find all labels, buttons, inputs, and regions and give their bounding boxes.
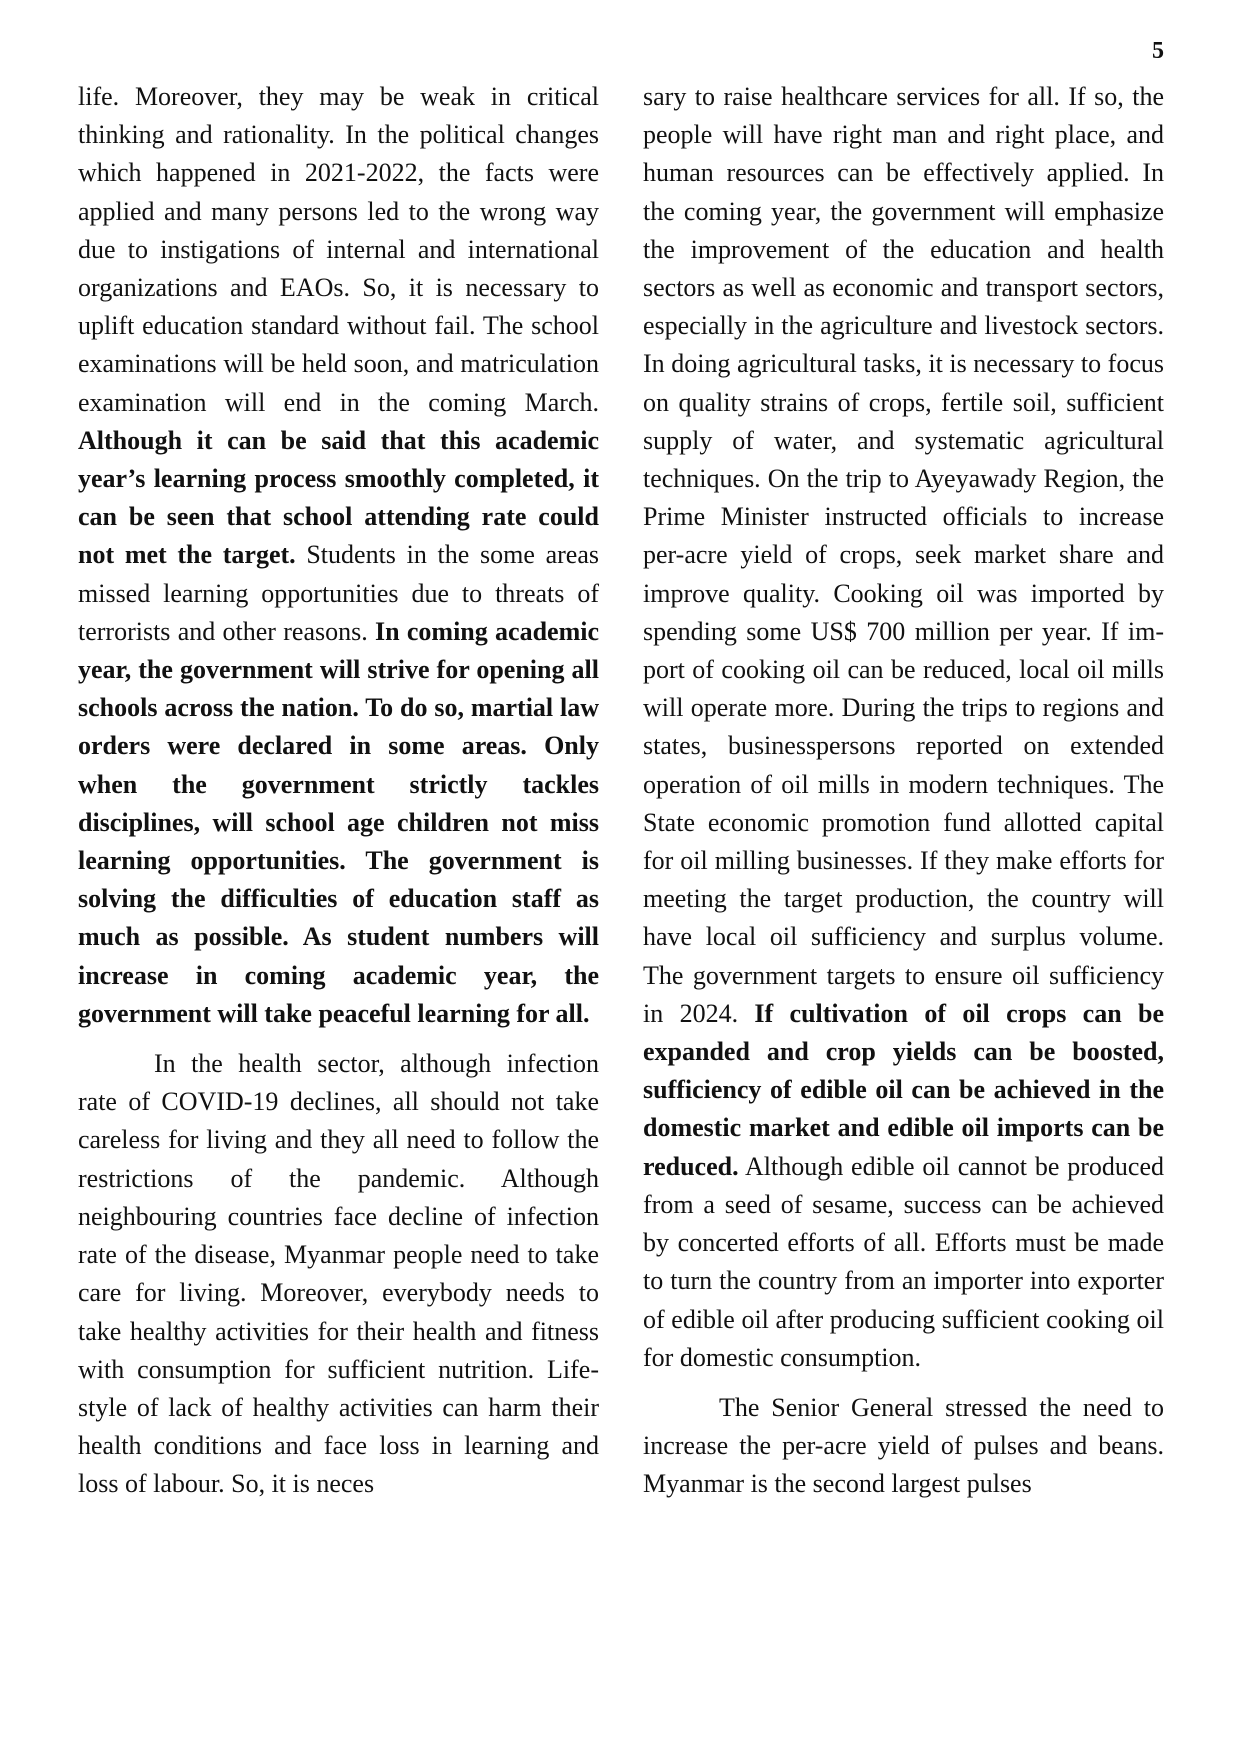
edible-oil-bold-statement: If cultivation of oil crops can be expanded and crop yields can be boosted, sufficiency of edible oil can be achieved in the domestic market and edible oil imports can be reduced. bbox=[643, 998, 1164, 1181]
right-column bbox=[643, 78, 1164, 1504]
education-paragraph bbox=[78, 78, 599, 1033]
education-text-continued: Students in the some areas missed learning opportunities due to threats of terrorists and other reasons. bbox=[78, 540, 599, 646]
pulses-paragraph: The Senior General stressed the need to increase the per-acre yield of pulses and beans. Myanmar is the second largest pulses bbox=[643, 1392, 1164, 1499]
agriculture-paragraph bbox=[643, 78, 1164, 1377]
education-bold-statement: Although it can be said that this academic year’s learning process smoothly completed, it can be seen that school attending rate could not met the target. bbox=[78, 425, 599, 570]
agriculture-text: sary to raise healthcare services for all. If so, the people will have right man and right place, and human resources can be effectively applied. In the coming year, the government will emphasize the improvement of the education and health sectors as well as economic and transport sectors, especially in the agriculture and livestock sectors. In doing agricultural tasks, it is necessary to focus on quality strains of crops, fertile soil, sufficient supply of water, and systematic agricultural techniques. On the trip to Ayeyawady Region, the Prime Minister instructed officials to increase per-acre yield of crops, seek market share and improve quality. Cooking oil was imported by spending some US$ 700 million per year. If import of cooking oil can be reduced, local oil mills will operate more. During the trips to regions and states, businesspersons reported on extended operation of oil mills in modern techniques. The State economic promotion fund allotted capital for oil milling businesses. If they make efforts for meeting the target production, the country will have local oil sufficiency and surplus volume. The government targets to ensure oil sufficiency in 2024. bbox=[643, 82, 1164, 1028]
education-text: life. Moreover, they may be weak in critical thinking and rationality. In the political changes which happened in 2021-2022, the facts were applied and many persons led to the wrong way due to instigations of internal and international organizations and EAOs. So, it is necessary to uplift education standard without fail. The school examinations will be held soon, and matriculation examination will end in the coming March. bbox=[78, 82, 599, 417]
left-column bbox=[78, 78, 599, 1504]
page-number: 5 bbox=[1152, 38, 1164, 64]
agriculture-text-continued: Although edible oil cannot be produced from a seed of sesame, success can be achieved by concerted efforts of all. Efforts must be made to turn the country from an importer into exporter of edible oil after producing sufficient cooking oil for domestic consumption. bbox=[643, 1151, 1164, 1372]
health-paragraph: In the health sector, although infection rate of COVID-19 declines, all should not take careless for living and they all need to follow the restrictions of the pandemic. Although neighbouring countries face decline of infection rate of the disease, Myanmar people need to take care for living. Moreover, everybody needs to take healthy activities for their health and fitness with consumption for sufficient nutrition. Lifestyle of lack of healthy activities can harm their health conditions and face loss in learning and loss of labour. So, it is neces bbox=[78, 1049, 599, 1499]
education-bold-conclusion: In coming academic year, the government will strive for opening all schools across the nation. To do so, martial law orders were declared in some areas. Only when the government strictly tackles disciplines, will school age children not miss learning opportunities. The government is solving the difficulties of education staff as much as possible. As student numbers will increase in coming academic year, the government will take peaceful learning for all. bbox=[78, 616, 600, 1028]
